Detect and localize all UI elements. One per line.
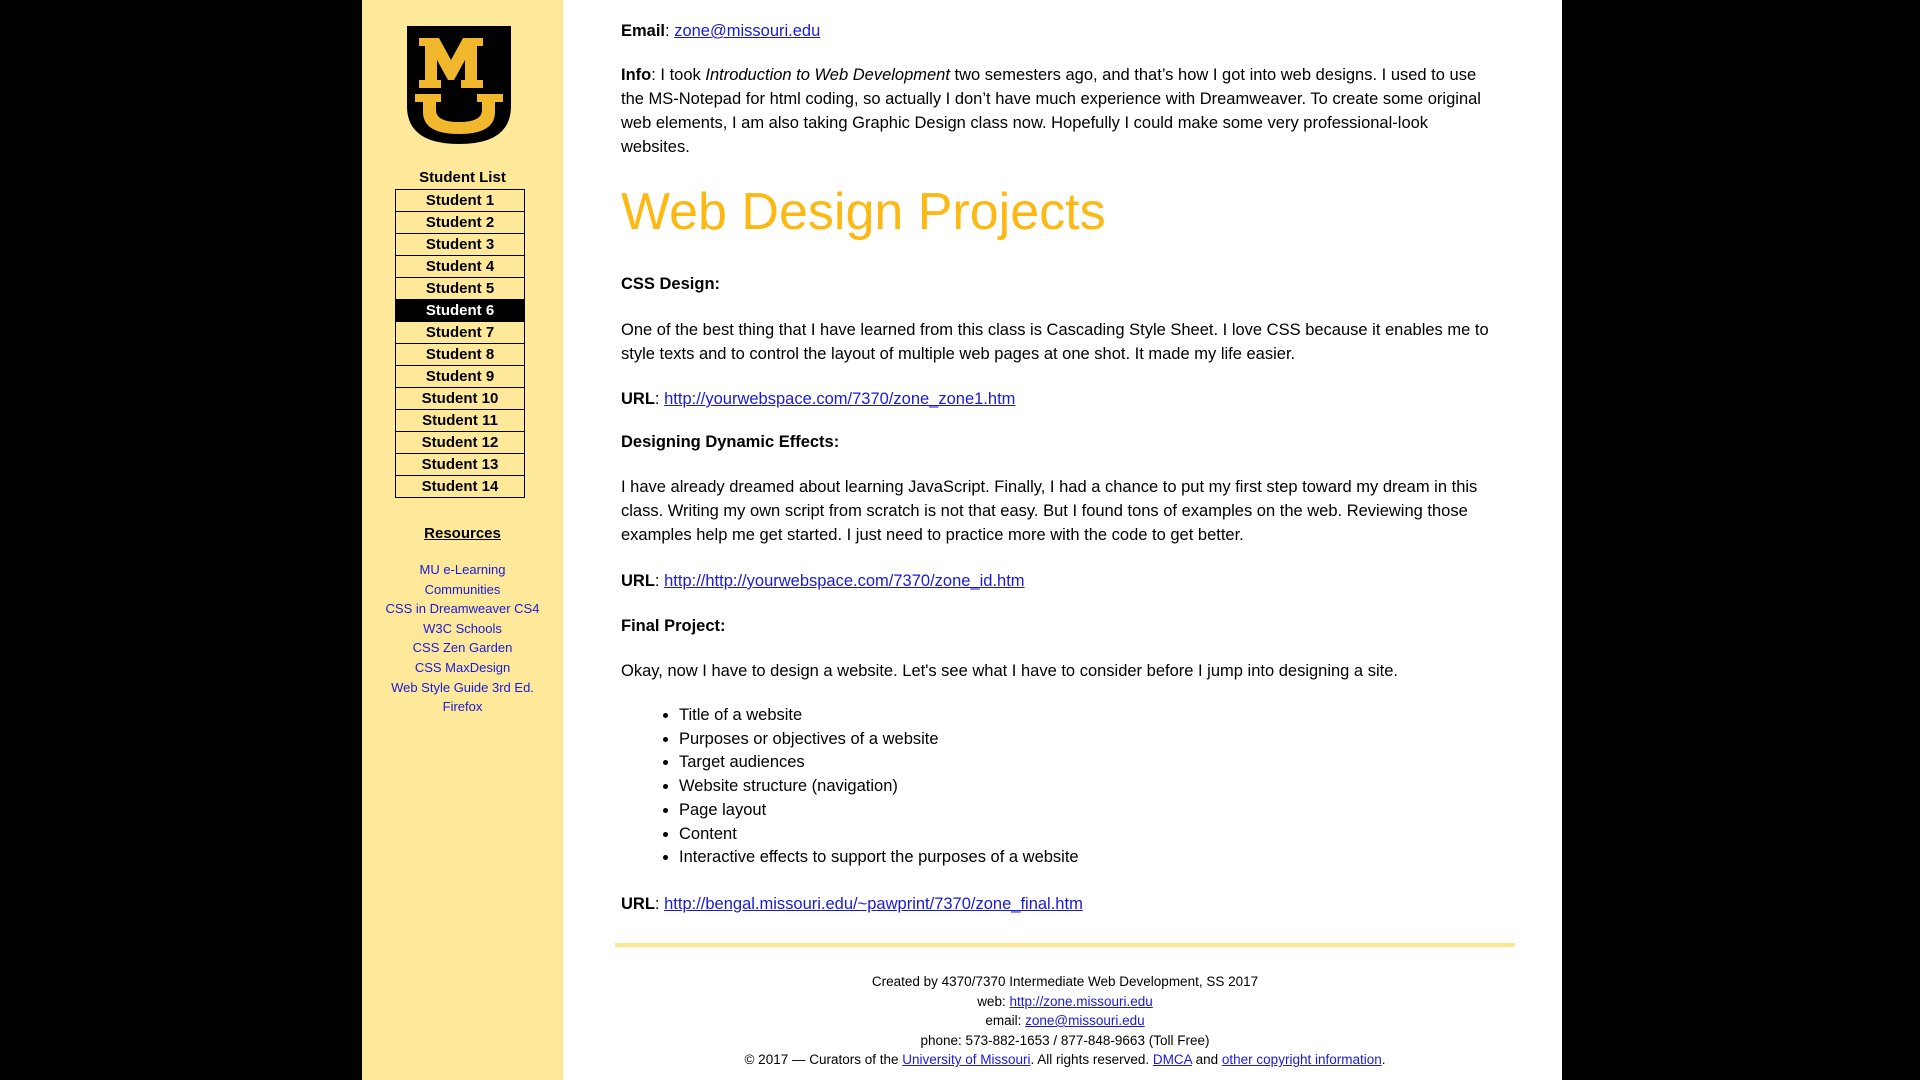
footer: [615, 972, 1515, 1070]
info-pre: : I took: [651, 66, 706, 84]
resource-link-w3c-schools[interactable]: W3C Schools: [423, 620, 502, 636]
footer-rights: . All rights reserved.: [1030, 1052, 1153, 1067]
list-item: • Website structure (navigation): [679, 775, 1079, 799]
info-course-name: Introduction to Web Development: [705, 66, 950, 84]
sidebar: [362, 0, 563, 1080]
mu-logo[interactable]: [405, 24, 513, 146]
student-link-2[interactable]: Student 2: [396, 211, 524, 233]
student-link-10[interactable]: Student 10: [396, 387, 524, 409]
resource-link-css-maxdesign[interactable]: CSS MaxDesign: [414, 659, 511, 675]
footer-copyright-pre: © 2017 — Curators of the: [744, 1052, 903, 1067]
resource-link-css-dreamweaver[interactable]: CSS in Dreamweaver CS4: [385, 601, 540, 617]
student-link-9[interactable]: Student 9: [396, 365, 524, 387]
final-url-label: URL: [621, 895, 655, 913]
footer-phone: phone: 573-882-1653 / 877-848-9663 (Toll Free): [920, 1032, 1210, 1048]
resource-link-firefox[interactable]: Firefox: [442, 699, 483, 715]
footer-web-line: [615, 992, 1515, 1012]
footer-email-link[interactable]: zone@missouri.edu: [1025, 1013, 1145, 1028]
student-link-7[interactable]: Student 7: [396, 321, 524, 343]
final-url-line: URL: http://bengal.missouri.edu/~pawprint/7370/zone_final.htm: [621, 895, 1083, 913]
resource-link-mu-elearning-line1: MU e-Learning: [419, 562, 506, 577]
final-url-link[interactable]: http://bengal.missouri.edu/~pawprint/7370/zone_final.htm: [664, 895, 1083, 913]
list-item: • Page layout: [679, 799, 1079, 823]
css-url-link[interactable]: http://yourwebspace.com/7370/zone_zone1.htm: [664, 390, 1016, 408]
student-link-1[interactable]: Student 1: [396, 190, 524, 211]
resource-link-css-zen-garden[interactable]: CSS Zen Garden: [412, 640, 513, 656]
footer-dmca-link[interactable]: DMCA: [1152, 1052, 1192, 1067]
dynamic-url-line: URL: http://http://yourwebspace.com/7370/zone_id.htm: [621, 572, 1025, 590]
section-title: Web Design Projects: [621, 183, 1106, 241]
dynamic-effects-text: I have already dreamed about learning JavaScript. Finally, I had a chance to put my first step toward my dream in this class. Writing my own script from scratch is not that easy. But I found tons of examples on the web. Reviewing those examples help me get started. I just need to practice more with the code to get better.: [621, 478, 1478, 544]
info-post: two semesters ago, and that’s how I got into web designs. I used to use the MS-Notepad for html coding, so actually I don’t have much experience with Dreamweaver. To create some original web elements, I am also taking Graphic Design class now. Hopefully I could make some very professional-look websites.: [621, 66, 1481, 156]
resource-link-mu-elearning-line2: Communities: [424, 581, 501, 597]
info-paragraph: [621, 63, 1501, 159]
footer-end: .: [1381, 1052, 1386, 1067]
css-url-label: URL: [621, 390, 655, 408]
info-label: Info: [621, 66, 652, 84]
student-link-11[interactable]: Student 11: [396, 409, 524, 431]
footer-web-link[interactable]: http://zone.missouri.edu: [1009, 993, 1153, 1009]
list-item: • Purposes or objectives of a website: [679, 728, 1079, 752]
final-project-heading: Final Project:: [621, 617, 726, 635]
email-line: Email: zone@missouri.edu: [621, 22, 821, 40]
student-link-5[interactable]: Student 5: [396, 277, 524, 299]
list-item: • Interactive effects to support the purposes of a website: [679, 846, 1079, 870]
css-url-line: URL: http://yourwebspace.com/7370/zone_zone1.htm: [621, 390, 1016, 408]
footer-divider: [615, 943, 1515, 947]
footer-other-copyright-link[interactable]: other copyright information: [1221, 1052, 1382, 1067]
dynamic-effects-heading: Designing Dynamic Effects:: [621, 433, 840, 451]
footer-email-label: email:: [985, 1013, 1026, 1028]
final-project-list: [621, 704, 1079, 870]
resources-title: Resources: [424, 525, 501, 542]
page: [362, 0, 1562, 1080]
resources-list: [362, 560, 563, 717]
list-item: • Content: [679, 823, 1079, 847]
student-link-12[interactable]: Student 12: [396, 431, 524, 453]
footer-university-link[interactable]: University of Missouri: [902, 1052, 1031, 1067]
student-link-3[interactable]: Student 3: [396, 233, 524, 255]
css-design-text: One of the best thing that I have learned from this class is Cascading Style Sheet. I love CSS because it enables me to style texts and to control the layout of multiple web pages at one shot. It made my life easier.: [621, 321, 1489, 363]
dynamic-url-label: URL: [621, 572, 655, 590]
student-link-6-active[interactable]: Student 6: [396, 299, 524, 321]
email-label: Email: [621, 22, 666, 40]
footer-web-label: web:: [977, 993, 1010, 1009]
footer-and: and: [1191, 1052, 1222, 1067]
student-link-4[interactable]: Student 4: [396, 255, 524, 277]
student-link-8[interactable]: Student 8: [396, 343, 524, 365]
footer-created: Created by 4370/7370 Intermediate Web Development, SS 2017: [871, 974, 1259, 989]
resource-link-web-style-guide[interactable]: Web Style Guide 3rd Ed.: [391, 679, 534, 695]
footer-email-line: [615, 1011, 1515, 1031]
student-link-14[interactable]: Student 14: [396, 475, 524, 497]
list-item: • Target audiences: [679, 751, 1079, 775]
footer-copyright: [615, 1050, 1515, 1070]
student-list: [395, 189, 525, 498]
student-link-13[interactable]: Student 13: [396, 453, 524, 475]
student-list-title: Student List: [419, 169, 506, 186]
resource-link-mu-elearning[interactable]: [362, 560, 563, 599]
email-link[interactable]: zone@missouri.edu: [674, 22, 821, 40]
final-project-text: Okay, now I have to design a website. Let's see what I have to consider before I jump into designing a site.: [621, 662, 1398, 680]
dynamic-url-link[interactable]: http://http://yourwebspace.com/7370/zone_id.htm: [664, 572, 1025, 590]
css-design-heading: CSS Design:: [621, 275, 721, 293]
list-item: • Title of a website: [679, 704, 1079, 728]
